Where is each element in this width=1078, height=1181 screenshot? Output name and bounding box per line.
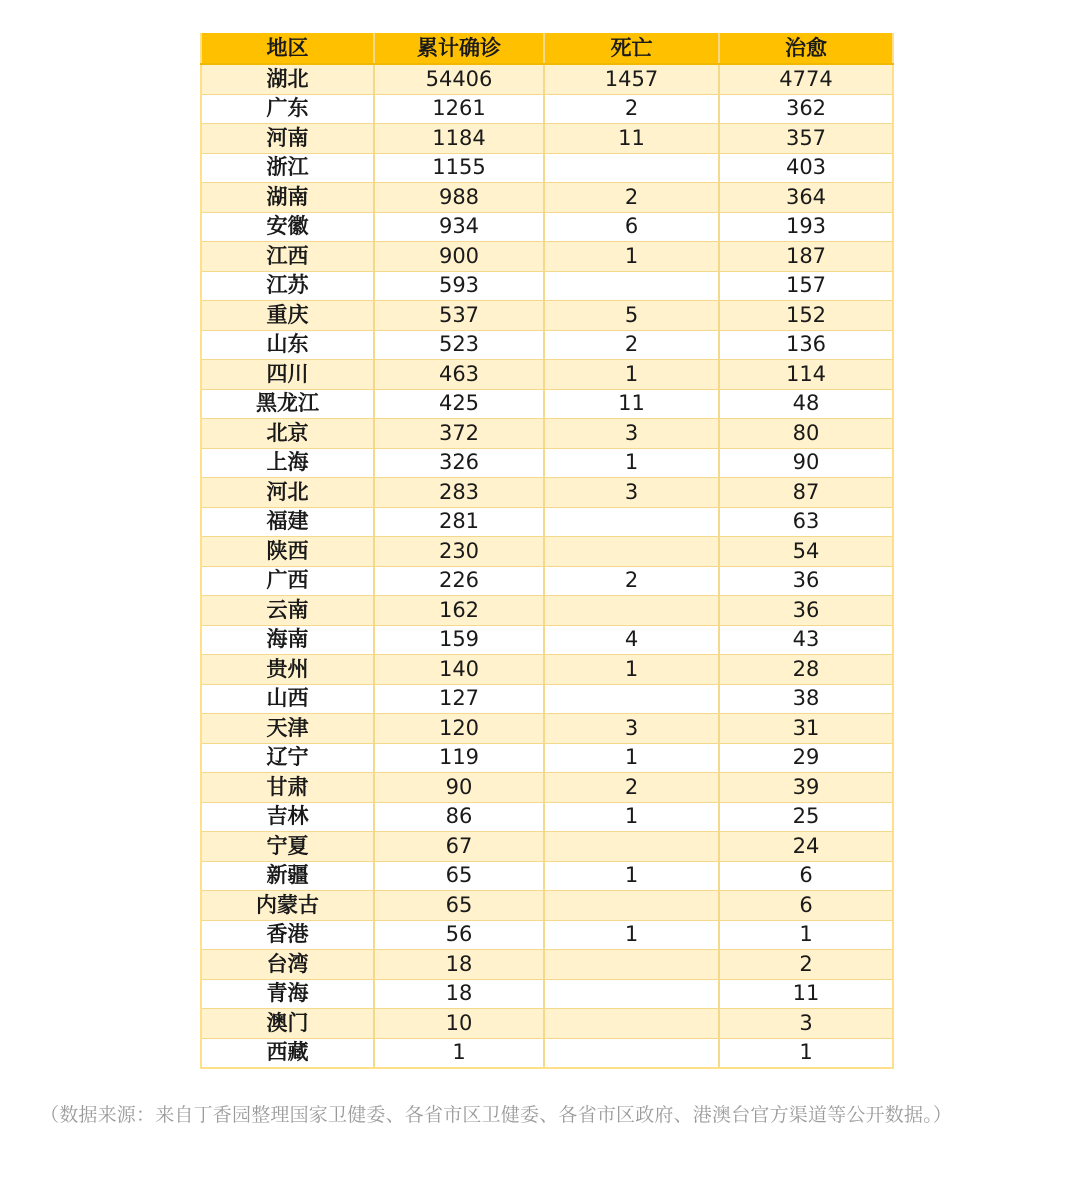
table-row — [201, 596, 893, 626]
cell-region: 辽宁 — [201, 743, 374, 773]
table-row — [201, 802, 893, 832]
cell-recovered: 187 — [719, 242, 893, 272]
cell-deaths — [544, 1038, 719, 1068]
cell-confirmed: 372 — [374, 419, 544, 449]
cell-confirmed: 18 — [374, 950, 544, 980]
cell-confirmed: 18 — [374, 979, 544, 1009]
cell-region: 江苏 — [201, 271, 374, 301]
cell-deaths — [544, 979, 719, 1009]
header-recovered: 治愈 — [719, 33, 893, 64]
cell-confirmed: 326 — [374, 448, 544, 478]
header-confirmed: 累计确诊 — [374, 33, 544, 64]
cell-region: 新疆 — [201, 861, 374, 891]
table-row — [201, 566, 893, 596]
cell-confirmed: 425 — [374, 389, 544, 419]
cell-recovered: 31 — [719, 714, 893, 744]
cell-deaths: 1 — [544, 920, 719, 950]
cell-deaths — [544, 596, 719, 626]
cell-recovered: 80 — [719, 419, 893, 449]
cell-confirmed: 67 — [374, 832, 544, 862]
cell-recovered: 38 — [719, 684, 893, 714]
cell-region: 上海 — [201, 448, 374, 478]
table-row — [201, 301, 893, 331]
table-row — [201, 124, 893, 154]
cell-deaths: 2 — [544, 566, 719, 596]
cell-recovered: 87 — [719, 478, 893, 508]
cell-confirmed: 523 — [374, 330, 544, 360]
cell-region: 甘肃 — [201, 773, 374, 803]
cell-region: 天津 — [201, 714, 374, 744]
cell-deaths — [544, 507, 719, 537]
cell-recovered: 24 — [719, 832, 893, 862]
cell-region: 福建 — [201, 507, 374, 537]
cell-confirmed: 86 — [374, 802, 544, 832]
cell-confirmed: 463 — [374, 360, 544, 390]
table-row — [201, 979, 893, 1009]
cell-region: 河南 — [201, 124, 374, 154]
cell-deaths: 1 — [544, 655, 719, 685]
cell-deaths — [544, 832, 719, 862]
cell-recovered: 39 — [719, 773, 893, 803]
cell-deaths: 1 — [544, 360, 719, 390]
cell-region: 湖北 — [201, 64, 374, 94]
header-region: 地区 — [201, 33, 374, 64]
cell-deaths: 2 — [544, 94, 719, 124]
header-deaths: 死亡 — [544, 33, 719, 64]
cell-recovered: 63 — [719, 507, 893, 537]
cell-recovered: 6 — [719, 861, 893, 891]
cell-recovered: 29 — [719, 743, 893, 773]
cell-recovered: 25 — [719, 802, 893, 832]
table-row — [201, 950, 893, 980]
cell-region: 海南 — [201, 625, 374, 655]
cell-deaths: 3 — [544, 478, 719, 508]
table-row — [201, 655, 893, 685]
cell-deaths: 4 — [544, 625, 719, 655]
cell-confirmed: 283 — [374, 478, 544, 508]
cell-confirmed: 56 — [374, 920, 544, 950]
cell-region: 山西 — [201, 684, 374, 714]
cell-region: 青海 — [201, 979, 374, 1009]
cell-recovered: 136 — [719, 330, 893, 360]
cell-confirmed: 537 — [374, 301, 544, 331]
epidemic-data-table-container — [200, 33, 892, 1069]
cell-region: 湖南 — [201, 183, 374, 213]
cell-region: 内蒙古 — [201, 891, 374, 921]
cell-region: 北京 — [201, 419, 374, 449]
cell-region: 陕西 — [201, 537, 374, 567]
table-row — [201, 94, 893, 124]
cell-region: 四川 — [201, 360, 374, 390]
cell-recovered: 4774 — [719, 64, 893, 94]
cell-deaths: 11 — [544, 389, 719, 419]
table-row — [201, 861, 893, 891]
table-row — [201, 271, 893, 301]
source-note: （数据来源：来自丁香园整理国家卫健委、各省市区卫健委、各省市区政府、港澳台官方渠道等公开数据。） — [40, 1104, 953, 1126]
cell-recovered: 6 — [719, 891, 893, 921]
cell-confirmed: 159 — [374, 625, 544, 655]
table-row — [201, 1009, 893, 1039]
cell-region: 云南 — [201, 596, 374, 626]
cell-recovered: 403 — [719, 153, 893, 183]
cell-region: 安徽 — [201, 212, 374, 242]
cell-confirmed: 127 — [374, 684, 544, 714]
cell-confirmed: 593 — [374, 271, 544, 301]
table-body — [201, 64, 893, 1068]
table-header-row — [201, 33, 893, 64]
cell-confirmed: 1155 — [374, 153, 544, 183]
cell-recovered: 54 — [719, 537, 893, 567]
table-row — [201, 183, 893, 213]
cell-recovered: 357 — [719, 124, 893, 154]
cell-recovered: 90 — [719, 448, 893, 478]
cell-recovered: 2 — [719, 950, 893, 980]
table-row — [201, 537, 893, 567]
cell-region: 重庆 — [201, 301, 374, 331]
cell-confirmed: 120 — [374, 714, 544, 744]
cell-region: 台湾 — [201, 950, 374, 980]
cell-region: 澳门 — [201, 1009, 374, 1039]
cell-deaths: 1 — [544, 448, 719, 478]
cell-region: 浙江 — [201, 153, 374, 183]
cell-confirmed: 230 — [374, 537, 544, 567]
cell-deaths: 1 — [544, 242, 719, 272]
cell-recovered: 193 — [719, 212, 893, 242]
cell-confirmed: 119 — [374, 743, 544, 773]
cell-recovered: 36 — [719, 566, 893, 596]
cell-deaths: 1 — [544, 743, 719, 773]
cell-region: 河北 — [201, 478, 374, 508]
cell-deaths: 6 — [544, 212, 719, 242]
cell-confirmed: 65 — [374, 861, 544, 891]
cell-region: 广东 — [201, 94, 374, 124]
table-row — [201, 1038, 893, 1068]
cell-region: 江西 — [201, 242, 374, 272]
cell-confirmed: 226 — [374, 566, 544, 596]
cell-confirmed: 988 — [374, 183, 544, 213]
cell-deaths: 2 — [544, 330, 719, 360]
table-row — [201, 832, 893, 862]
cell-confirmed: 934 — [374, 212, 544, 242]
cell-confirmed: 1261 — [374, 94, 544, 124]
cell-confirmed: 140 — [374, 655, 544, 685]
cell-confirmed: 65 — [374, 891, 544, 921]
cell-confirmed: 281 — [374, 507, 544, 537]
cell-recovered: 1 — [719, 1038, 893, 1068]
cell-confirmed: 1 — [374, 1038, 544, 1068]
cell-deaths: 3 — [544, 714, 719, 744]
table-row — [201, 360, 893, 390]
table-row — [201, 212, 893, 242]
cell-region: 山东 — [201, 330, 374, 360]
cell-deaths: 1457 — [544, 64, 719, 94]
table-row — [201, 507, 893, 537]
table-row — [201, 891, 893, 921]
cell-deaths: 5 — [544, 301, 719, 331]
cell-recovered: 48 — [719, 389, 893, 419]
table-row — [201, 64, 893, 94]
table-row — [201, 419, 893, 449]
cell-recovered: 362 — [719, 94, 893, 124]
cell-confirmed: 90 — [374, 773, 544, 803]
cell-confirmed: 1184 — [374, 124, 544, 154]
cell-deaths — [544, 950, 719, 980]
cell-confirmed: 162 — [374, 596, 544, 626]
cell-recovered: 152 — [719, 301, 893, 331]
cell-recovered: 28 — [719, 655, 893, 685]
table-row — [201, 478, 893, 508]
table-row — [201, 625, 893, 655]
cell-recovered: 157 — [719, 271, 893, 301]
cell-region: 西藏 — [201, 1038, 374, 1068]
cell-deaths — [544, 684, 719, 714]
cell-deaths — [544, 153, 719, 183]
cell-region: 香港 — [201, 920, 374, 950]
cell-deaths — [544, 1009, 719, 1039]
cell-region: 贵州 — [201, 655, 374, 685]
cell-recovered: 3 — [719, 1009, 893, 1039]
cell-confirmed: 900 — [374, 242, 544, 272]
table-row — [201, 920, 893, 950]
cell-confirmed: 54406 — [374, 64, 544, 94]
cell-region: 黑龙江 — [201, 389, 374, 419]
cell-region: 宁夏 — [201, 832, 374, 862]
cell-recovered: 1 — [719, 920, 893, 950]
table-row — [201, 153, 893, 183]
table-row — [201, 330, 893, 360]
table-row — [201, 242, 893, 272]
cell-deaths: 1 — [544, 802, 719, 832]
table-row — [201, 448, 893, 478]
cell-region: 吉林 — [201, 802, 374, 832]
epidemic-data-table — [200, 33, 894, 1069]
table-row — [201, 389, 893, 419]
table-row — [201, 773, 893, 803]
cell-recovered: 114 — [719, 360, 893, 390]
cell-deaths: 3 — [544, 419, 719, 449]
cell-recovered: 364 — [719, 183, 893, 213]
cell-recovered: 43 — [719, 625, 893, 655]
table-row — [201, 684, 893, 714]
cell-region: 广西 — [201, 566, 374, 596]
table-row — [201, 743, 893, 773]
cell-recovered: 36 — [719, 596, 893, 626]
table-row — [201, 714, 893, 744]
cell-deaths: 11 — [544, 124, 719, 154]
cell-deaths: 2 — [544, 183, 719, 213]
cell-deaths — [544, 891, 719, 921]
cell-deaths: 2 — [544, 773, 719, 803]
cell-deaths — [544, 271, 719, 301]
cell-recovered: 11 — [719, 979, 893, 1009]
cell-confirmed: 10 — [374, 1009, 544, 1039]
cell-deaths — [544, 537, 719, 567]
cell-deaths: 1 — [544, 861, 719, 891]
